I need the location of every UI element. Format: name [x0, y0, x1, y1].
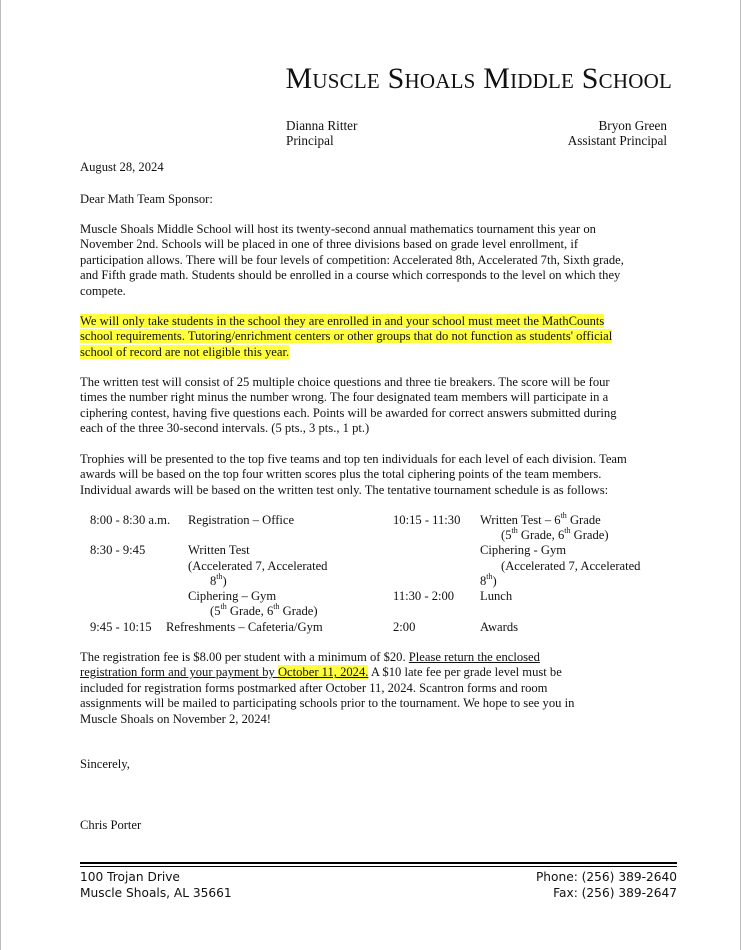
- para-line: participation allows. There will be four levels of competition: Accelerated 8th, Accelerated 7th, Sixth grade,: [80, 252, 624, 267]
- schedule-event-detail: (5th Grade, 6th Grade): [210, 601, 318, 618]
- schedule-event: Ciphering – Gym: [188, 589, 277, 603]
- schedule-event-detail: 8th): [480, 571, 497, 588]
- schedule-time: 9:45 - 10:15: [90, 620, 152, 634]
- schedule-time: 2:00: [393, 620, 416, 634]
- schedule-event: Awards: [480, 620, 519, 634]
- para-line: awards will be based on the top four written scores plus the total ciphering points of the team members.: [80, 467, 602, 482]
- schedule-event-detail: (Accelerated 7, Accelerated: [188, 559, 328, 573]
- schedule-time: 8:00 - 8:30 a.m.: [90, 513, 171, 527]
- footer-rule-thin: [80, 866, 677, 867]
- page-border-left: [0, 0, 1, 950]
- schedule-time: 8:30 - 9:45: [90, 543, 146, 557]
- highlighted-line: school requirements. Tutoring/enrichment centers or other groups that do not function as students' official: [80, 329, 613, 344]
- para-line: Individual awards will be based on the written test only. The tentative tournament schedule is as follows:: [80, 482, 609, 497]
- assistant-block: [500, 118, 667, 148]
- schedule-event: Refreshments – Cafeteria/Gym: [166, 620, 323, 634]
- principal-name: Dianna Ritter: [286, 118, 358, 133]
- para-line: November 2nd. Schools will be placed in one of three divisions based on grade level enrollment, if: [80, 237, 579, 252]
- footer-rule: [80, 862, 677, 864]
- schedule-event-detail: (5th Grade, 6th Grade): [501, 525, 609, 542]
- schedule-time: 11:30 - 2:00: [393, 589, 455, 603]
- principal-block: [286, 118, 357, 148]
- para-line: each of the three 30-second intervals. (5 pts., 3 pts., 1 pt.): [80, 421, 370, 436]
- schedule-event: Written Test: [188, 543, 250, 557]
- para-line: included for registration forms postmarked after October 11, 2024. Scantron forms and room: [80, 680, 548, 695]
- highlighted-deadline: October 11, 2024.: [277, 665, 369, 680]
- para-line: Trophies will be presented to the top five teams and top ten individuals for each level of each division. Team: [80, 452, 627, 466]
- closing: Sincerely,: [80, 757, 130, 771]
- schedule-event: Ciphering - Gym: [480, 543, 567, 557]
- para-line: Muscle Shoals on November 2, 2024!: [80, 711, 271, 726]
- letter-date: August 28, 2024: [80, 160, 164, 174]
- paragraph-eligibility: [80, 314, 680, 360]
- para-line: assignments will be mailed to participating schools prior to the tournament. We hope to see you in: [80, 696, 575, 711]
- fax-number: Fax: (256) 389-2647: [553, 885, 677, 900]
- schedule-event: Lunch: [480, 589, 513, 603]
- school-name: Muscle Shoals Middle School: [285, 62, 672, 95]
- paragraph-awards: [80, 452, 680, 498]
- schedule-event: Written Test – 6th Grade: [480, 510, 601, 527]
- underlined-text: Please return the enclosed: [408, 650, 540, 664]
- para-line: times the number right minus the number wrong. The four designated team members will participate in a: [80, 390, 609, 405]
- schedule-time: 10:15 - 11:30: [393, 513, 461, 527]
- paragraph-written-test: [80, 375, 680, 437]
- address-line: 100 Trojan Drive: [80, 870, 180, 884]
- assistant-name: Bryon Green: [598, 118, 667, 133]
- underlined-text: registration form and your payment by: [80, 665, 278, 680]
- paragraph-intro: [80, 222, 680, 299]
- highlighted-line: school of record are not eligible this year.: [80, 344, 290, 359]
- paragraph-registration: The registration fee is $8.00 per student with a minimum of $20. Please return the enclosed registration form and your payment by October 11, 2024. A $10 late fee per grade level must be included for registration forms postmarked after October 11, 2024. Scantron forms and room assignments will be mailed to participating schools prior to the tournament. We hope to see you in Muscle Shoals on November 2, 2024!: [80, 650, 680, 727]
- footer-contact: [480, 870, 677, 901]
- para-line: compete.: [80, 283, 126, 298]
- signer-name: Chris Porter: [80, 818, 142, 832]
- para-line: ciphering contest, having five questions each. Points will be awarded for correct answers submitted during: [80, 405, 617, 420]
- schedule-event-detail: (Accelerated 7, Accelerated: [501, 559, 641, 573]
- para-line: and Fifth grade math. Students should be enrolled in a course which corresponds to the level on which they: [80, 268, 621, 283]
- para-line: Muscle Shoals Middle School will host its twenty-second annual mathematics tournament this year on: [80, 222, 596, 236]
- schedule-event: Registration – Office: [188, 513, 295, 527]
- schedule-event-detail: 8th): [210, 571, 227, 588]
- assistant-title: Assistant Principal: [567, 133, 667, 148]
- principal-title: Principal: [286, 133, 334, 148]
- salutation: Dear Math Team Sponsor:: [80, 192, 213, 206]
- address-line: Muscle Shoals, AL 35661: [80, 885, 232, 900]
- para-line: The written test will consist of 25 multiple choice questions and three tie breakers. The score will be four: [80, 375, 610, 389]
- footer-address: [80, 870, 232, 901]
- phone-number: Phone: (256) 389-2640: [535, 870, 677, 884]
- highlighted-line: We will only take students in the school they are enrolled in and your school must meet the MathCounts: [80, 314, 605, 328]
